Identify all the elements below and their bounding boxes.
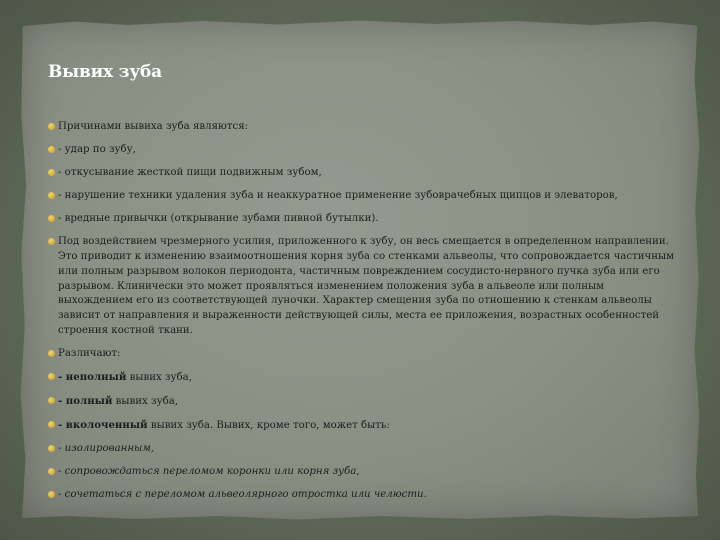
list-item: - полный вывих зуба, [48,394,680,410]
list-item: - неполный вывих зуба, [48,370,680,386]
list-item: - сочетаться с переломом альвеолярного отростка или челюсти. [48,488,680,503]
bold-term: - полный [58,394,113,407]
list-item: - сопровождаться переломом коронки или корня зуба, [48,465,680,480]
list-item: - вколоченный вывих зуба. Вывих, кроме того, может быть: [48,418,680,434]
slide-title: Вывих зуба [48,62,162,82]
list-item: Причинами вывиха зуба являются: [48,120,680,135]
list-item: - вредные привычки (открывание зубами пивной бутылки). [48,212,680,227]
bold-term: - неполный [58,370,127,383]
bold-term: - вколоченный [58,419,148,432]
list-item: - изолированным, [48,442,680,457]
list-item: Различают: [48,347,680,362]
list-item: - удар по зубу, [48,143,680,158]
list-item: Под воздействием чрезмерного усилия, приложенного к зубу, он весь смещается в определенном направлении. Это приводит к изменению взаимоотношения корня зуба со стенками альвеолы, что сопровождается частичным или полным разрывом волокон периодонта, частичным повреждением сосудисто-нервного пучка зуба или его разрывом. Клинически это может проявляться изменением положения зуба в альвеоле или полным выхождением его из соответствующей луночки. Характер смещения зуба по отношению к стенкам альвеолы зависит от направления и выраженности действующей силы, места ее приложения, возрастных особенностей строения костной ткани. [48,235,680,338]
list-item: - откусывание жесткой пищи подвижным зубом, [48,166,680,181]
list-item: - нарушение техники удаления зуба и неаккуратное применение зубоврачебных щипцов и элеваторов, [48,189,680,204]
bullet-list [48,120,680,511]
